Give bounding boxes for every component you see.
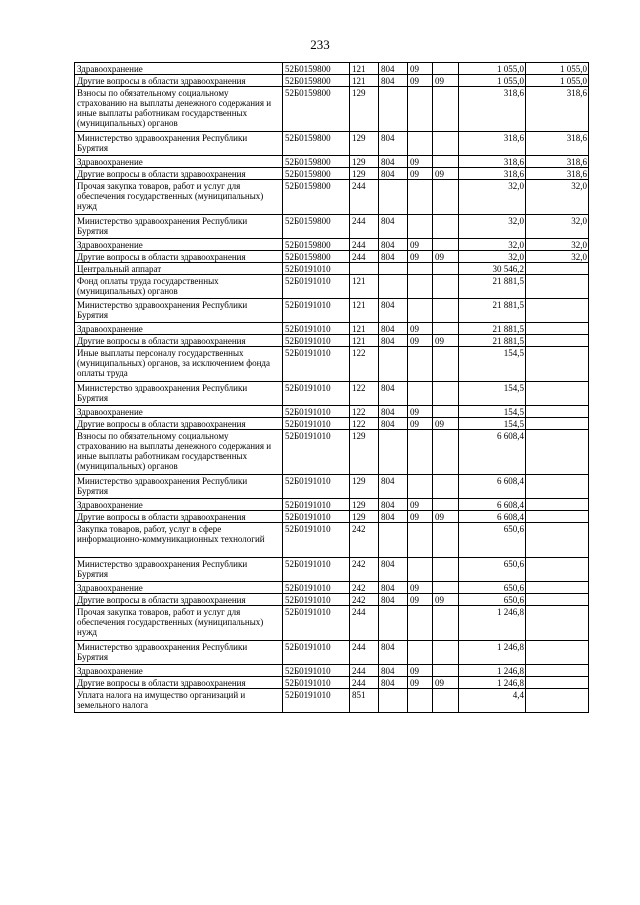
row-amount-1: 318,6	[459, 156, 526, 168]
row-expense-type: 244	[350, 251, 379, 263]
row-ministry-code: 804	[379, 335, 408, 347]
row-name: Другие вопросы в области здравоохранения	[75, 511, 283, 523]
row-target-code: 52Б0159800	[283, 239, 350, 251]
row-section: 09	[408, 499, 433, 511]
row-section: 09	[408, 251, 433, 263]
row-name: Другие вопросы в области здравоохранения	[75, 75, 283, 87]
row-amount-1: 1 055,0	[459, 75, 526, 87]
row-amount-2	[526, 347, 589, 382]
row-name: Министерство здравоохранения Республики Бурятия	[75, 641, 283, 665]
table-row	[75, 263, 589, 275]
table-row	[75, 75, 589, 87]
row-section	[408, 180, 433, 215]
row-amount-1: 1 055,0	[459, 63, 526, 75]
row-name: Здравоохранение	[75, 665, 283, 677]
row-amount-1: 6 608,4	[459, 430, 526, 475]
row-expense-type: 244	[350, 180, 379, 215]
row-amount-2	[526, 594, 589, 606]
row-target-code: 52Б0159800	[283, 215, 350, 239]
row-ministry-code	[379, 347, 408, 382]
row-subsection	[433, 87, 459, 132]
row-ministry-code	[379, 430, 408, 475]
row-target-code: 52Б0191010	[283, 689, 350, 713]
table-row	[75, 132, 589, 156]
row-subsection	[433, 606, 459, 641]
row-section	[408, 132, 433, 156]
row-amount-2	[526, 665, 589, 677]
row-amount-2	[526, 275, 589, 299]
row-amount-2	[526, 582, 589, 594]
row-name: Фонд оплаты труда государственных (муниципальных) органов	[75, 275, 283, 299]
row-subsection: 09	[433, 418, 459, 430]
row-amount-1: 318,6	[459, 132, 526, 156]
row-amount-1: 154,5	[459, 418, 526, 430]
row-amount-1: 650,6	[459, 582, 526, 594]
row-expense-type: 244	[350, 606, 379, 641]
row-name: Министерство здравоохранения Республики Бурятия	[75, 132, 283, 156]
row-subsection	[433, 239, 459, 251]
row-section	[408, 87, 433, 132]
row-amount-1: 1 246,8	[459, 641, 526, 665]
row-name: Здравоохранение	[75, 156, 283, 168]
row-expense-type: 122	[350, 382, 379, 406]
row-name: Прочая закупка товаров, работ и услуг для обеспечения государственных (муниципальных) нужд	[75, 180, 283, 215]
row-ministry-code: 804	[379, 641, 408, 665]
row-subsection	[433, 558, 459, 582]
row-name: Здравоохранение	[75, 499, 283, 511]
row-amount-2	[526, 499, 589, 511]
row-target-code: 52Б0159800	[283, 75, 350, 87]
row-name: Министерство здравоохранения Республики Бурятия	[75, 475, 283, 499]
table-row	[75, 594, 589, 606]
row-amount-2	[526, 430, 589, 475]
row-expense-type	[350, 263, 379, 275]
row-amount-2: 1 055,0	[526, 75, 589, 87]
row-expense-type: 121	[350, 275, 379, 299]
row-amount-1: 154,5	[459, 382, 526, 406]
row-expense-type: 244	[350, 239, 379, 251]
row-subsection	[433, 665, 459, 677]
row-expense-type: 121	[350, 323, 379, 335]
row-subsection	[433, 347, 459, 382]
row-name: Министерство здравоохранения Республики Бурятия	[75, 382, 283, 406]
table-row	[75, 180, 589, 215]
row-ministry-code: 804	[379, 63, 408, 75]
row-name: Другие вопросы в области здравоохранения	[75, 677, 283, 689]
row-subsection: 09	[433, 335, 459, 347]
row-expense-type: 129	[350, 132, 379, 156]
row-subsection	[433, 63, 459, 75]
row-amount-2: 318,6	[526, 168, 589, 180]
row-amount-2	[526, 511, 589, 523]
row-section: 09	[408, 63, 433, 75]
row-amount-2	[526, 475, 589, 499]
row-expense-type: 121	[350, 335, 379, 347]
row-expense-type: 851	[350, 689, 379, 713]
row-amount-1: 21 881,5	[459, 299, 526, 323]
row-name: Другие вопросы в области здравоохранения	[75, 594, 283, 606]
row-name: Здравоохранение	[75, 239, 283, 251]
row-ministry-code: 804	[379, 511, 408, 523]
row-section: 09	[408, 582, 433, 594]
table-row	[75, 582, 589, 594]
row-section	[408, 430, 433, 475]
row-ministry-code: 804	[379, 323, 408, 335]
row-subsection: 09	[433, 168, 459, 180]
row-subsection	[433, 180, 459, 215]
table-row	[75, 168, 589, 180]
row-target-code: 52Б0191010	[283, 382, 350, 406]
table-row	[75, 641, 589, 665]
row-ministry-code: 804	[379, 677, 408, 689]
row-subsection	[433, 156, 459, 168]
row-amount-2	[526, 299, 589, 323]
row-name: Здравоохранение	[75, 406, 283, 418]
row-amount-2	[526, 641, 589, 665]
row-target-code: 52Б0159800	[283, 251, 350, 263]
row-ministry-code: 804	[379, 168, 408, 180]
row-subsection: 09	[433, 677, 459, 689]
row-expense-type: 129	[350, 511, 379, 523]
row-amount-1: 650,6	[459, 594, 526, 606]
row-ministry-code	[379, 523, 408, 558]
row-target-code: 52Б0191010	[283, 641, 350, 665]
row-target-code: 52Б0159800	[283, 87, 350, 132]
row-target-code: 52Б0191010	[283, 263, 350, 275]
row-expense-type: 242	[350, 558, 379, 582]
row-amount-2: 318,6	[526, 132, 589, 156]
row-section	[408, 382, 433, 406]
row-amount-1: 1 246,8	[459, 606, 526, 641]
row-expense-type: 121	[350, 75, 379, 87]
row-amount-1: 6 608,4	[459, 475, 526, 499]
table-row	[75, 475, 589, 499]
table-row	[75, 251, 589, 263]
row-target-code: 52Б0191010	[283, 406, 350, 418]
row-expense-type: 121	[350, 63, 379, 75]
row-subsection: 09	[433, 594, 459, 606]
row-name: Министерство здравоохранения Республики Бурятия	[75, 558, 283, 582]
row-amount-1: 6 608,4	[459, 511, 526, 523]
row-target-code: 52Б0191010	[283, 511, 350, 523]
table-row	[75, 156, 589, 168]
row-subsection: 09	[433, 75, 459, 87]
row-target-code: 52Б0191010	[283, 347, 350, 382]
row-target-code: 52Б0159800	[283, 63, 350, 75]
row-target-code: 52Б0191010	[283, 499, 350, 511]
row-subsection	[433, 475, 459, 499]
row-target-code: 52Б0191010	[283, 275, 350, 299]
row-section	[408, 641, 433, 665]
table-row	[75, 275, 589, 299]
row-section	[408, 523, 433, 558]
row-amount-2	[526, 677, 589, 689]
row-name: Другие вопросы в области здравоохранения	[75, 418, 283, 430]
row-amount-2: 32,0	[526, 215, 589, 239]
row-target-code: 52Б0191010	[283, 475, 350, 499]
row-expense-type: 129	[350, 87, 379, 132]
row-amount-2: 318,6	[526, 87, 589, 132]
row-subsection	[433, 641, 459, 665]
row-section: 09	[408, 239, 433, 251]
row-ministry-code	[379, 263, 408, 275]
row-subsection	[433, 689, 459, 713]
row-section: 09	[408, 677, 433, 689]
row-expense-type: 129	[350, 430, 379, 475]
table-row	[75, 335, 589, 347]
row-name: Центральный аппарат	[75, 263, 283, 275]
table-row	[75, 665, 589, 677]
row-expense-type: 244	[350, 641, 379, 665]
row-amount-1: 21 881,5	[459, 275, 526, 299]
row-amount-2	[526, 523, 589, 558]
row-subsection: 09	[433, 251, 459, 263]
row-target-code: 52Б0159800	[283, 168, 350, 180]
row-amount-2	[526, 406, 589, 418]
row-amount-1: 1 246,8	[459, 665, 526, 677]
row-section: 09	[408, 406, 433, 418]
row-ministry-code: 804	[379, 406, 408, 418]
row-section	[408, 475, 433, 499]
row-subsection: 09	[433, 511, 459, 523]
row-expense-type: 121	[350, 299, 379, 323]
row-amount-2	[526, 558, 589, 582]
table-row	[75, 299, 589, 323]
row-section	[408, 275, 433, 299]
row-target-code: 52Б0191010	[283, 582, 350, 594]
row-ministry-code: 804	[379, 132, 408, 156]
table-row	[75, 406, 589, 418]
row-ministry-code: 804	[379, 499, 408, 511]
table-row	[75, 430, 589, 475]
row-ministry-code	[379, 180, 408, 215]
row-expense-type: 129	[350, 168, 379, 180]
row-name: Другие вопросы в области здравоохранения	[75, 251, 283, 263]
table-row	[75, 87, 589, 132]
table-row	[75, 347, 589, 382]
row-ministry-code: 804	[379, 558, 408, 582]
row-name: Взносы по обязательному социальному страхованию на выплаты денежного содержания и иные выплаты работникам государственных (муниципальных) органов	[75, 430, 283, 475]
row-name: Взносы по обязательному социальному страхованию на выплаты денежного содержания и иные выплаты работникам государственных (муниципальных) органов	[75, 87, 283, 132]
row-subsection	[433, 523, 459, 558]
row-expense-type: 129	[350, 156, 379, 168]
row-amount-2: 32,0	[526, 251, 589, 263]
row-expense-type: 242	[350, 594, 379, 606]
row-name: Министерство здравоохранения Республики Бурятия	[75, 299, 283, 323]
row-target-code: 52Б0191010	[283, 323, 350, 335]
row-ministry-code: 804	[379, 75, 408, 87]
row-name: Здравоохранение	[75, 323, 283, 335]
row-ministry-code	[379, 606, 408, 641]
row-amount-2	[526, 335, 589, 347]
row-subsection	[433, 382, 459, 406]
row-ministry-code: 804	[379, 594, 408, 606]
row-amount-1: 1 246,8	[459, 677, 526, 689]
row-name: Министерство здравоохранения Республики Бурятия	[75, 215, 283, 239]
row-section: 09	[408, 665, 433, 677]
row-amount-1: 30 546,2	[459, 263, 526, 275]
row-amount-1: 318,6	[459, 87, 526, 132]
row-amount-1: 32,0	[459, 239, 526, 251]
table-row	[75, 215, 589, 239]
row-amount-2: 32,0	[526, 239, 589, 251]
row-ministry-code: 804	[379, 418, 408, 430]
row-name: Здравоохранение	[75, 582, 283, 594]
table-row	[75, 239, 589, 251]
table-row	[75, 606, 589, 641]
table-row	[75, 323, 589, 335]
row-ministry-code: 804	[379, 251, 408, 263]
row-subsection	[433, 499, 459, 511]
row-amount-2	[526, 382, 589, 406]
row-section: 09	[408, 594, 433, 606]
table-row	[75, 63, 589, 75]
row-subsection	[433, 582, 459, 594]
row-target-code: 52Б0159800	[283, 132, 350, 156]
budget-table	[74, 62, 589, 713]
row-name: Прочая закупка товаров, работ и услуг для обеспечения государственных (муниципальных) нужд	[75, 606, 283, 641]
row-expense-type: 122	[350, 406, 379, 418]
row-name: Здравоохранение	[75, 63, 283, 75]
row-expense-type: 242	[350, 582, 379, 594]
row-target-code: 52Б0191010	[283, 606, 350, 641]
row-amount-2	[526, 689, 589, 713]
row-subsection	[433, 263, 459, 275]
row-target-code: 52Б0191010	[283, 665, 350, 677]
row-ministry-code: 804	[379, 382, 408, 406]
row-expense-type: 244	[350, 677, 379, 689]
row-expense-type: 244	[350, 215, 379, 239]
row-amount-1: 32,0	[459, 251, 526, 263]
row-section: 09	[408, 168, 433, 180]
row-target-code: 52Б0191010	[283, 558, 350, 582]
row-section	[408, 606, 433, 641]
row-name: Другие вопросы в области здравоохранения	[75, 335, 283, 347]
row-section: 09	[408, 511, 433, 523]
row-ministry-code: 804	[379, 299, 408, 323]
row-ministry-code: 804	[379, 665, 408, 677]
row-ministry-code: 804	[379, 215, 408, 239]
row-name: Уплата налога на имущество организаций и земельного налога	[75, 689, 283, 713]
row-ministry-code: 804	[379, 156, 408, 168]
row-expense-type: 122	[350, 347, 379, 382]
row-target-code: 52Б0191010	[283, 594, 350, 606]
row-amount-2	[526, 418, 589, 430]
row-ministry-code	[379, 87, 408, 132]
row-amount-2: 32,0	[526, 180, 589, 215]
row-target-code: 52Б0191010	[283, 418, 350, 430]
table-row	[75, 382, 589, 406]
row-name: Иные выплаты персоналу государственных (муниципальных) органов, за исключением фонда оплаты труда	[75, 347, 283, 382]
row-amount-1: 21 881,5	[459, 335, 526, 347]
row-expense-type: 129	[350, 475, 379, 499]
table-row	[75, 511, 589, 523]
row-amount-1: 4,4	[459, 689, 526, 713]
row-subsection	[433, 430, 459, 475]
row-section: 09	[408, 335, 433, 347]
row-amount-1: 650,6	[459, 558, 526, 582]
row-subsection	[433, 406, 459, 418]
row-subsection	[433, 132, 459, 156]
row-section: 09	[408, 418, 433, 430]
row-ministry-code: 804	[379, 239, 408, 251]
row-subsection	[433, 323, 459, 335]
row-section	[408, 347, 433, 382]
table-row	[75, 499, 589, 511]
row-ministry-code: 804	[379, 475, 408, 499]
row-subsection	[433, 299, 459, 323]
row-ministry-code	[379, 275, 408, 299]
row-section: 09	[408, 75, 433, 87]
row-amount-2	[526, 263, 589, 275]
row-amount-1: 32,0	[459, 215, 526, 239]
row-amount-1: 21 881,5	[459, 323, 526, 335]
budget-table-body	[75, 63, 589, 713]
row-amount-1: 318,6	[459, 168, 526, 180]
row-amount-2: 1 055,0	[526, 63, 589, 75]
row-amount-1: 154,5	[459, 406, 526, 418]
row-name: Закупка товаров, работ, услуг в сфере информационно-коммуникационных технологий	[75, 523, 283, 558]
row-amount-1: 6 608,4	[459, 499, 526, 511]
row-amount-1: 154,5	[459, 347, 526, 382]
row-amount-1: 650,6	[459, 523, 526, 558]
row-section: 09	[408, 156, 433, 168]
row-subsection	[433, 275, 459, 299]
row-target-code: 52Б0159800	[283, 180, 350, 215]
row-section	[408, 299, 433, 323]
row-target-code: 52Б0191010	[283, 335, 350, 347]
row-ministry-code: 804	[379, 582, 408, 594]
row-name: Другие вопросы в области здравоохранения	[75, 168, 283, 180]
table-row	[75, 418, 589, 430]
row-section	[408, 558, 433, 582]
row-subsection	[433, 215, 459, 239]
row-ministry-code	[379, 689, 408, 713]
table-row	[75, 689, 589, 713]
row-amount-1: 32,0	[459, 180, 526, 215]
row-target-code: 52Б0191010	[283, 677, 350, 689]
row-expense-type: 242	[350, 523, 379, 558]
row-amount-2: 318,6	[526, 156, 589, 168]
row-target-code: 52Б0159800	[283, 156, 350, 168]
table-row	[75, 677, 589, 689]
table-row	[75, 558, 589, 582]
page-number: 233	[310, 37, 330, 52]
row-section	[408, 263, 433, 275]
row-section	[408, 215, 433, 239]
row-section: 09	[408, 323, 433, 335]
row-target-code: 52Б0191010	[283, 430, 350, 475]
row-target-code: 52Б0191010	[283, 299, 350, 323]
row-amount-2	[526, 323, 589, 335]
row-expense-type: 244	[350, 665, 379, 677]
row-amount-2	[526, 606, 589, 641]
row-section	[408, 689, 433, 713]
row-expense-type: 122	[350, 418, 379, 430]
row-target-code: 52Б0191010	[283, 523, 350, 558]
row-expense-type: 129	[350, 499, 379, 511]
table-row	[75, 523, 589, 558]
